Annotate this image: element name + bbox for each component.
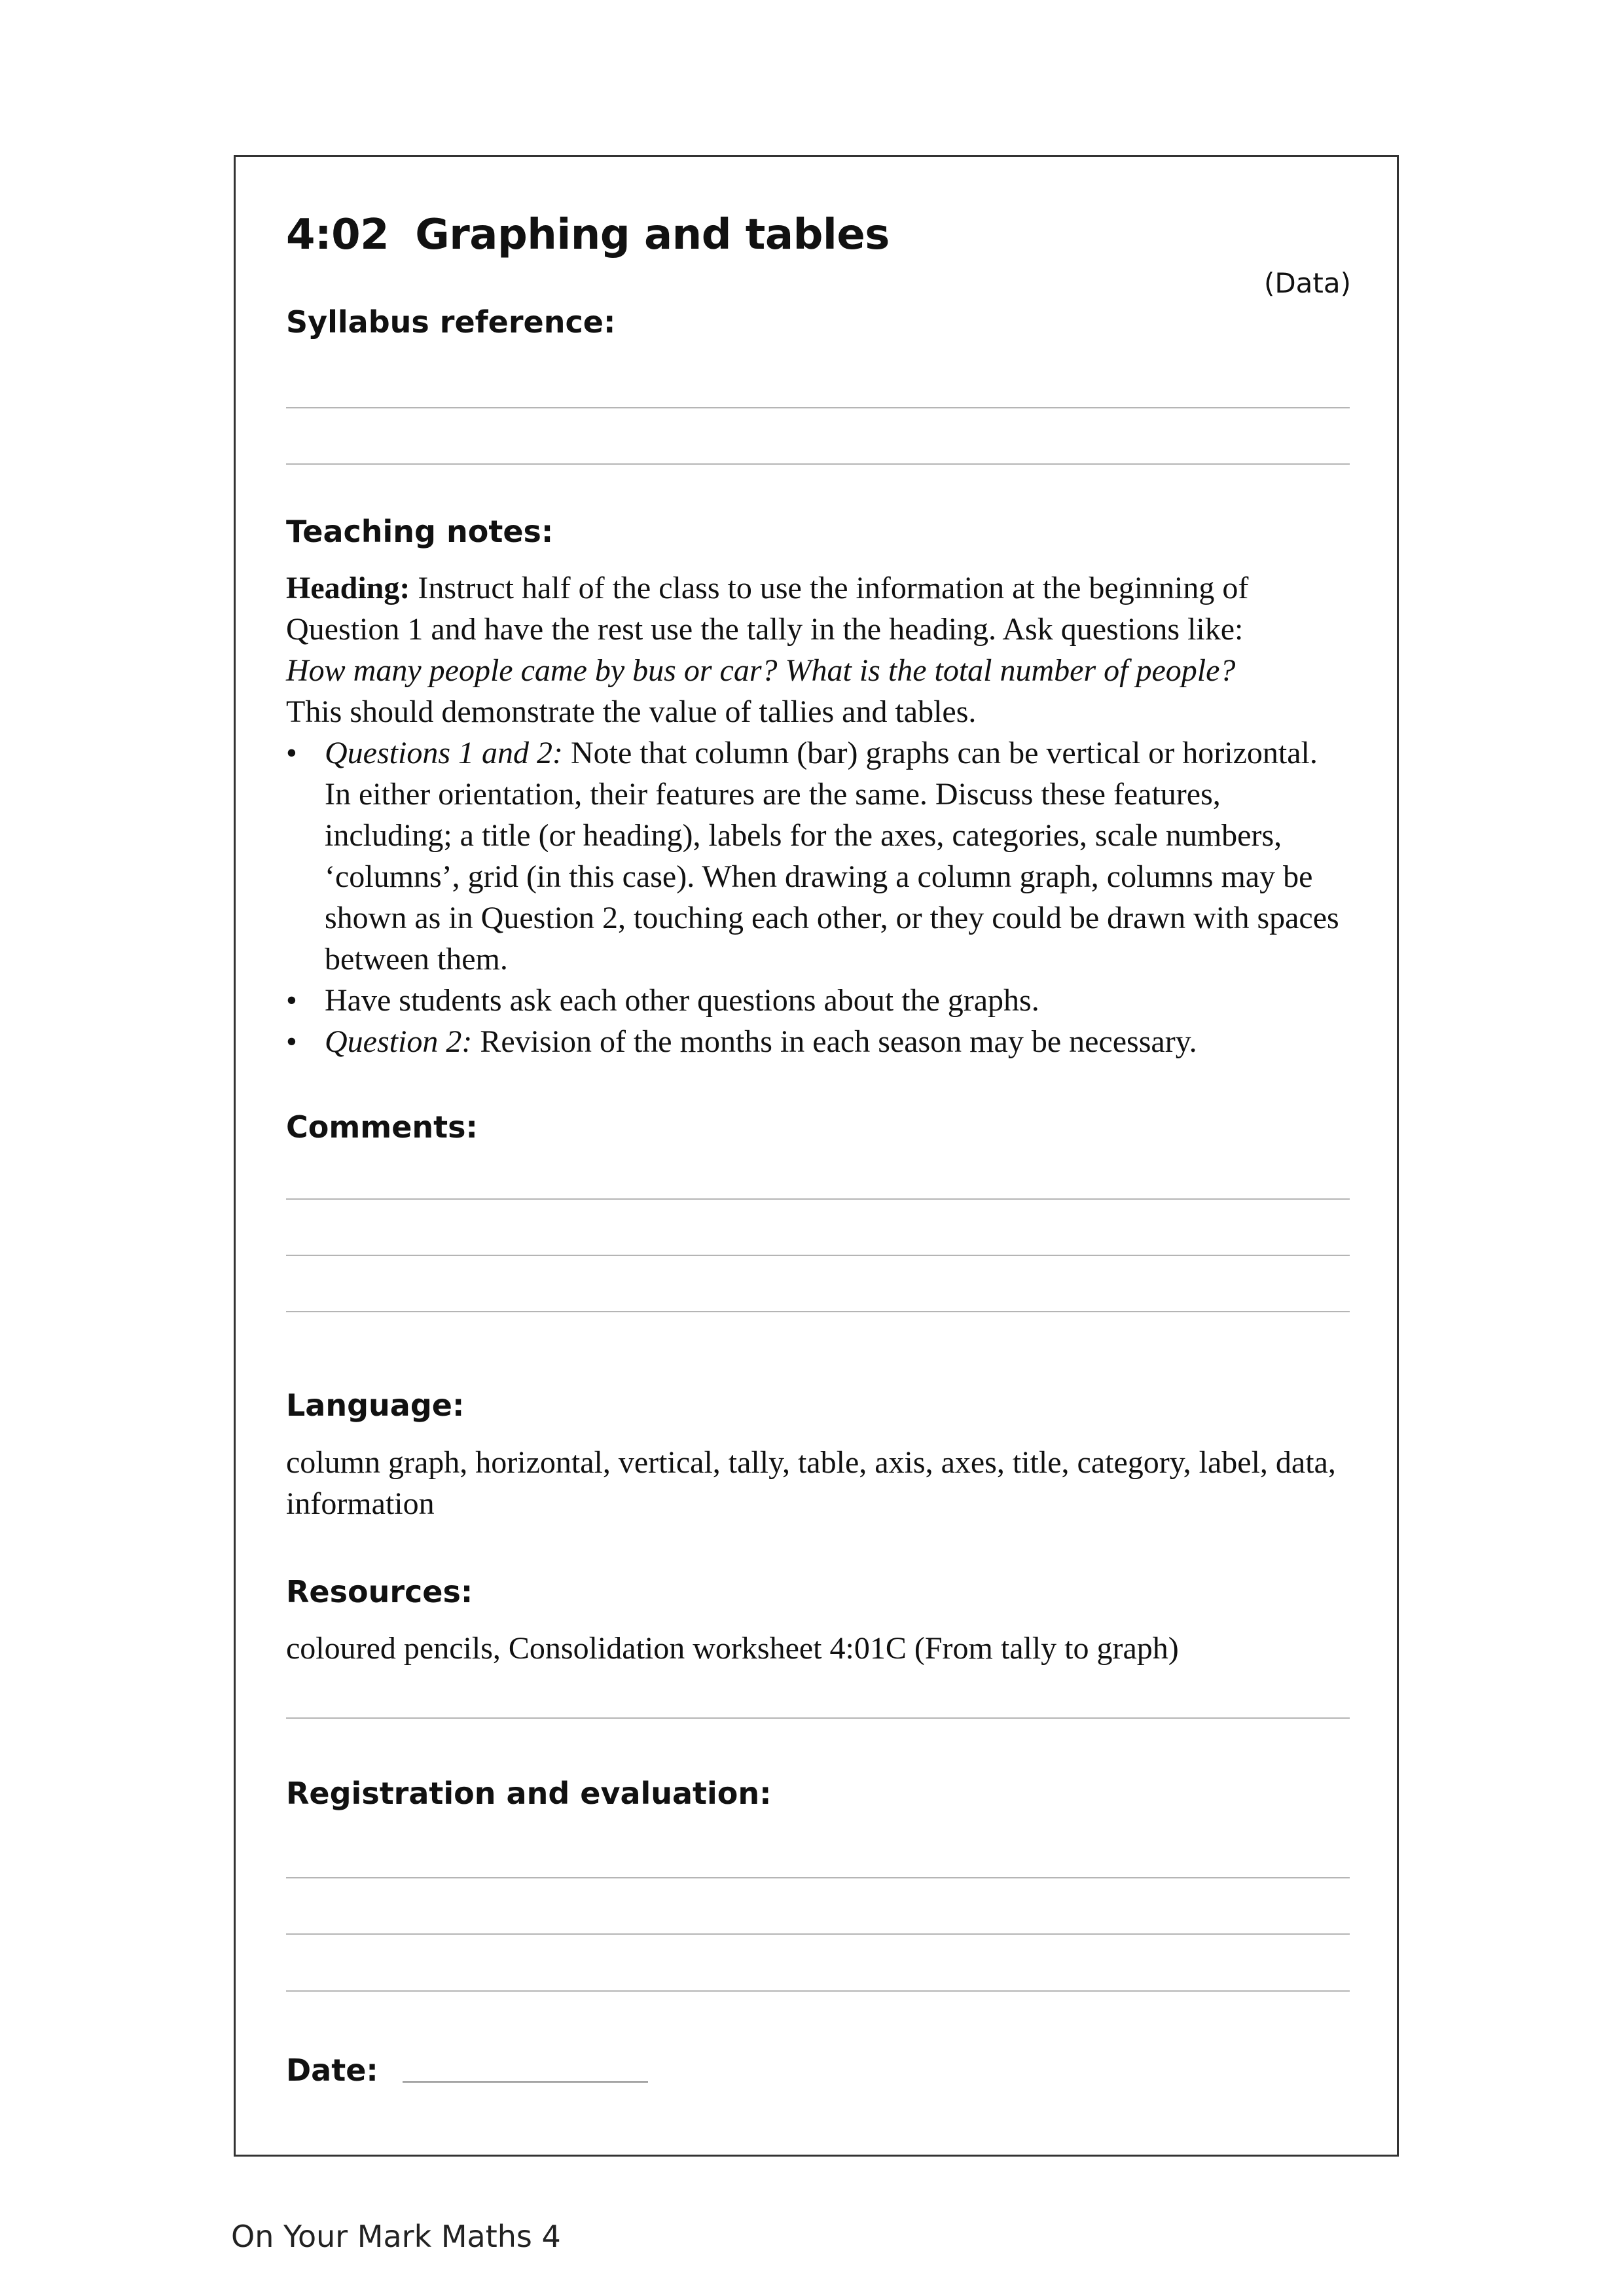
resources-text: coloured pencils, Consolidation worksheet 4:01C (From tally to graph) — [286, 1631, 1179, 1666]
registration-heading: Registration and evaluation: — [286, 1776, 772, 1811]
registration-line-2 — [286, 1933, 1350, 1935]
bullet-label: Question 2: — [325, 1024, 473, 1059]
language-text: column graph, horizontal, vertical, tally, table, axis, axes, title, category, label, data, information — [286, 1445, 1336, 1521]
bullet-text: Have students ask each other questions about the graphs. — [325, 983, 1039, 1018]
worksheet-frame — [234, 155, 1399, 2157]
list-item — [286, 980, 1350, 1021]
lesson-title: Graphing and tables — [415, 211, 890, 259]
comments-line-3 — [286, 1311, 1350, 1312]
registration-line-3 — [286, 1990, 1350, 1992]
resources-line — [286, 1717, 1350, 1719]
footer-book-title: On Your Mark Maths 4 — [231, 2219, 561, 2254]
list-item — [286, 732, 1350, 980]
teaching-notes-intro — [286, 567, 1350, 732]
list-item — [286, 1021, 1350, 1062]
intro-text: Instruct half of the class to use the information at the beginning of Question 1 and have the rest use the tally in the heading. Ask questions like: — [286, 571, 1249, 647]
registration-line-1 — [286, 1877, 1350, 1878]
comments-line-1 — [286, 1198, 1350, 1200]
date-label: Date: — [286, 2053, 378, 2088]
page-title — [286, 211, 890, 259]
syllabus-line-1 — [286, 407, 1350, 408]
intro-label: Heading: — [286, 571, 410, 605]
syllabus-line-2 — [286, 463, 1350, 465]
comments-heading: Comments: — [286, 1109, 478, 1145]
syllabus-heading: Syllabus reference: — [286, 304, 616, 340]
teaching-notes-list — [286, 732, 1350, 1062]
language-heading: Language: — [286, 1388, 465, 1423]
bullet-text: Revision of the months in each season may be necessary. — [480, 1024, 1197, 1059]
strand-label: (Data) — [1263, 267, 1351, 299]
bullet-text: Note that column (bar) graphs can be vertical or horizontal. In either orientation, their features are the same. Discuss these features, including; a title (or heading), labels for the axes, categories, scale numbers, ‘columns’, grid (in this case). When drawing a column graph, columns may be shown as in Question 2, touching each other, or they could be drawn with spaces between them. — [325, 736, 1339, 977]
teaching-notes-body — [286, 567, 1350, 1062]
intro-questions: How many people came by bus or car? What is the total number of people? — [286, 653, 1236, 688]
teaching-notes-heading: Teaching notes: — [286, 514, 554, 549]
intro-end: This should demonstrate the value of tallies and tables. — [286, 694, 977, 729]
date-line — [403, 2081, 648, 2083]
resources-heading: Resources: — [286, 1574, 473, 1609]
bullet-label: Questions 1 and 2: — [325, 736, 563, 770]
lesson-number: 4:02 — [286, 211, 389, 259]
comments-line-2 — [286, 1255, 1350, 1256]
